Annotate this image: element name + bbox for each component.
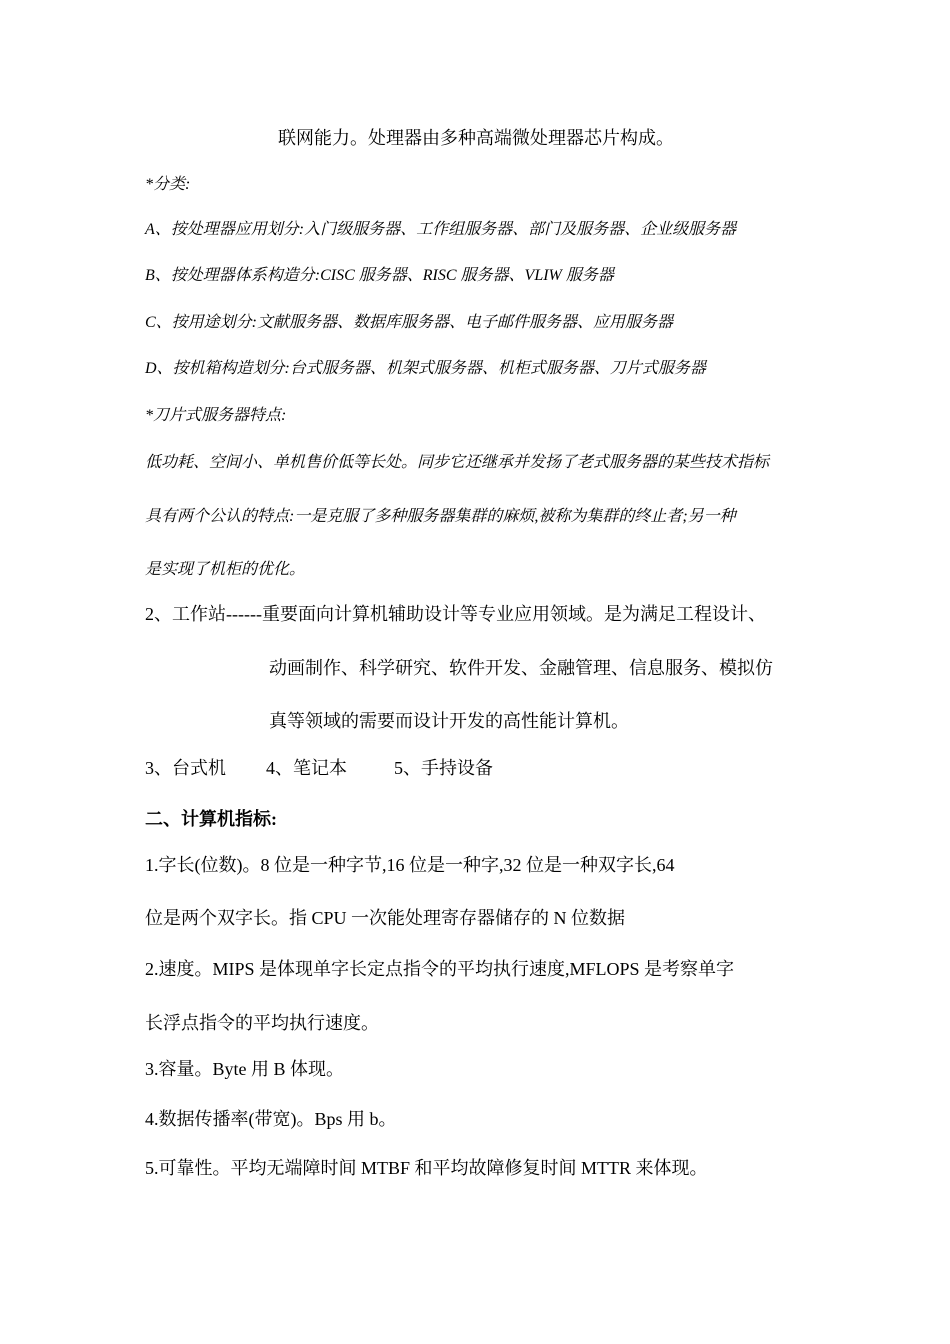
device-desktop: 3、台式机 [145,758,226,778]
text-line-13: 真等领域的需要而设计开发的高性能计算机。 [269,711,629,731]
text-line-9: 具有两个公认的特点:一是克服了多种服务器集群的麻烦,被称为集群的终止者;另一种 [145,508,736,525]
text-line-2: *分类: [145,176,191,193]
text-line-12: 动画制作、科学研究、软件开发、金融管理、信息服务、模拟仿 [269,658,773,678]
text-line-7: *刀片式服务器特点: [145,407,287,424]
section-heading: 二、计算机指标: [145,809,277,829]
text-line-11: 2、工作站------重要面向计算机辅助设计等专业应用领域。是为满足工程设计、 [145,604,766,624]
device-handheld: 5、手持设备 [394,758,493,778]
text-line-19: 长浮点指令的平均执行速度。 [145,1013,379,1033]
text-line-16: 1.字长(位数)。8 位是一种字节,16 位是一种字,32 位是一种双字长,64 [145,855,675,875]
text-line-22: 5.可靠性。平均无端障时间 MTBF 和平均故障修复时间 MTTR 来体现。 [145,1158,708,1178]
text-line-20: 3.容量。Byte 用 B 体现。 [145,1059,345,1079]
text-line-17: 位是两个双字长。指 CPU 一次能处理寄存器储存的 N 位数据 [145,908,626,928]
text-line-1: 联网能力。处理器由多种高端微处理器芯片构成。 [278,128,674,148]
device-notebook: 4、笔记本 [266,758,347,778]
text-line-10: 是实现了机柜的优化。 [145,561,306,578]
text-line-8: 低功耗、空间小、单机售价低等长处。同步它还继承并发扬了老式服务器的某些技术指标 [145,454,770,471]
device-list-line [145,759,493,777]
text-line-5: C、按用途划分:文献服务器、数据库服务器、电子邮件服务器、应用服务器 [145,314,674,331]
text-line-3: A、按处理器应用划分:入门级服务器、工作组服务器、部门及服务器、企业级服务器 [145,221,737,238]
text-line-4: B、按处理器体系构造分:CISC 服务器、RISC 服务器、VLIW 服务器 [145,267,614,284]
text-line-6: D、按机箱构造划分:台式服务器、机架式服务器、机柜式服务器、刀片式服务器 [145,360,706,377]
text-line-21: 4.数据传播率(带宽)。Bps 用 b。 [145,1109,397,1129]
text-line-18: 2.速度。MIPS 是体现单字长定点指令的平均执行速度,MFLOPS 是考察单字 [145,959,735,979]
